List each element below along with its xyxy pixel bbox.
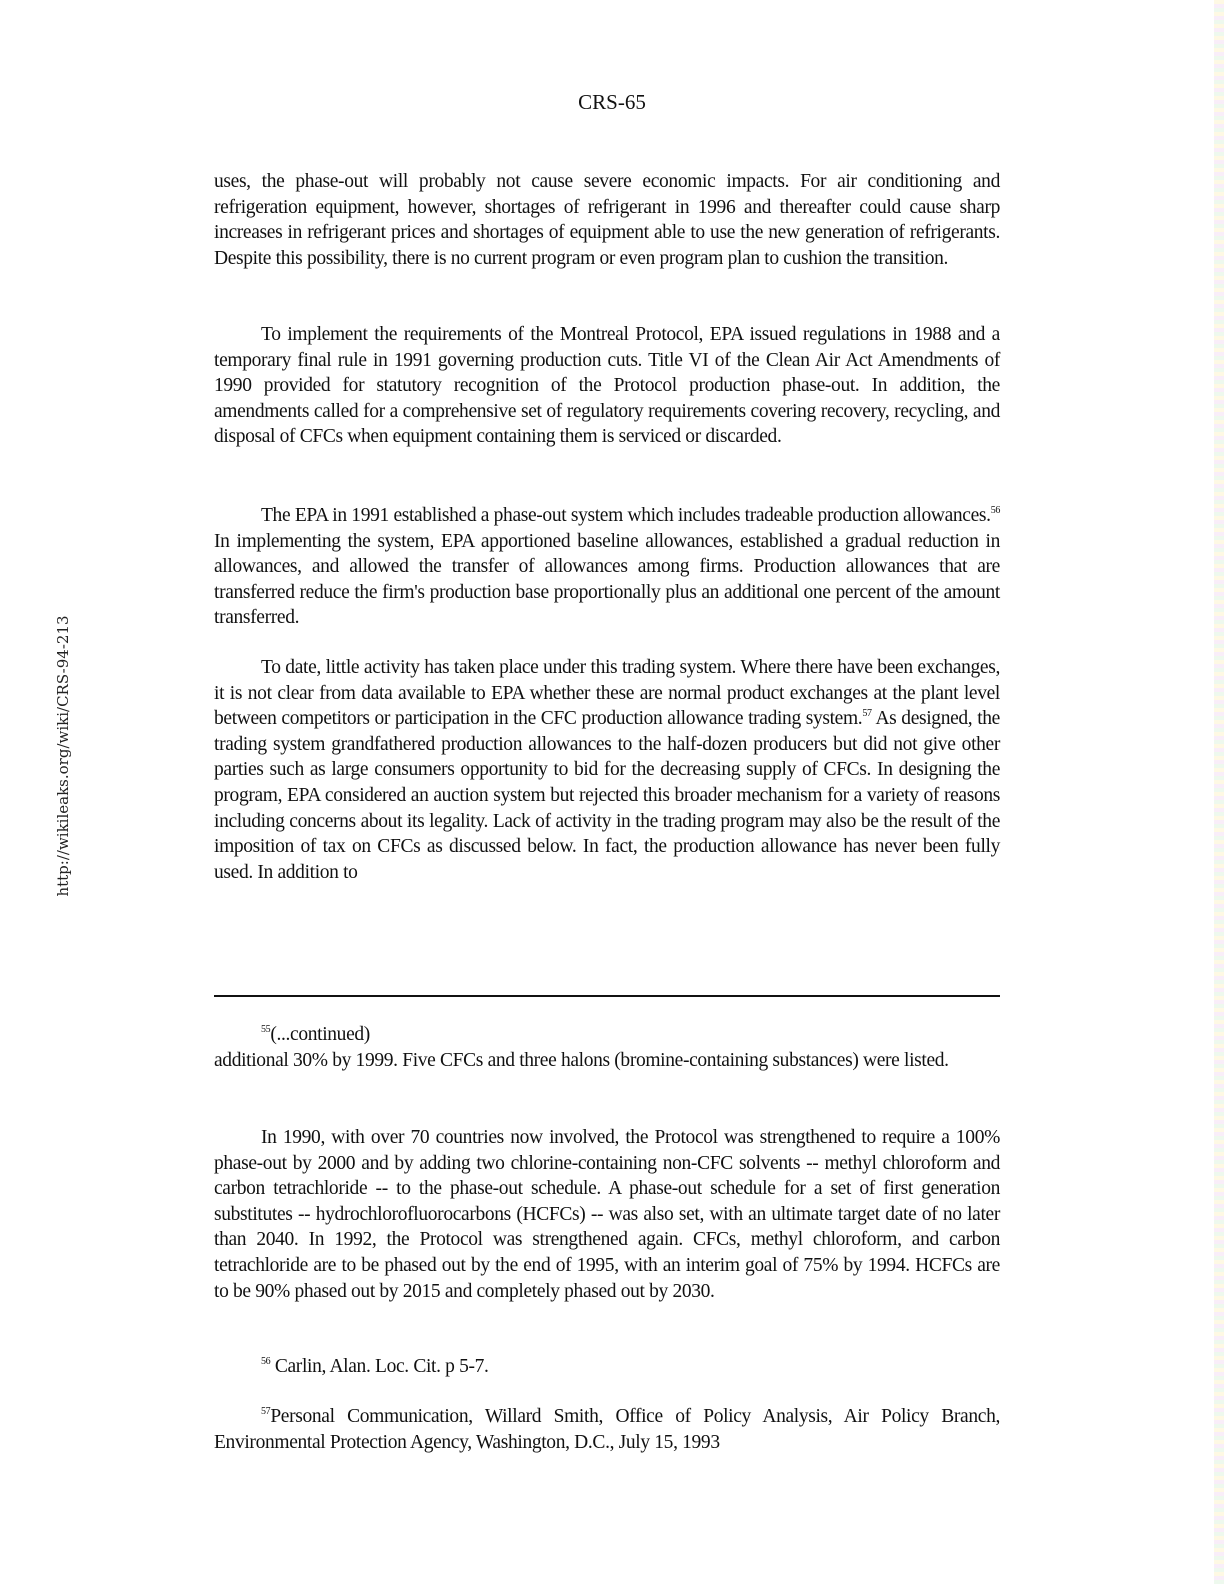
- footnote-57: [214, 1404, 1000, 1455]
- paragraph-text-before: To date, little activity has taken place under this trading system. Where there have been exchanges, it is not clear from data available to EPA whether these are normal product exchanges at the plant level between competitors or participation in the CFC production allowance trading system.: [214, 657, 1000, 730]
- footnote-lead-text: (...continued): [270, 1024, 370, 1045]
- body-paragraph-1: [214, 169, 1000, 271]
- paragraph-text: [214, 503, 1000, 631]
- footnote-line: [214, 1354, 1000, 1380]
- footnote-text: In 1990, with over 70 countries now involved, the Protocol was strengthened to require a 100% phase-out by 2000 and by adding two chlorine-containing non-CFC solvents -- methyl chloroform and carbon tetrachloride -- to the phase-out schedule. A phase-out schedule for a set of first generation substitutes -- hydrochlorofluorocarbons (HCFCs) -- was also set, with an ultimate target date of no later than 2040. In 1992, the Protocol was strengthened again. CFCs, methyl chloroform, and carbon tetrachloride are to be phased out by the end of 1995, with an interim goal of 75% by 1994. HCFCs are to be 90% phased out by 2015 and completely phased out by 2030.: [214, 1127, 1000, 1302]
- footnote-number: 57: [261, 1406, 271, 1417]
- paragraph-text: To implement the requirements of the Montreal Protocol, EPA issued regulations in 1988 and a temporary final rule in 1991 governing production cuts. Title VI of the Clean Air Act Amendments of 1990 provided for statutory recognition of the Protocol production phase-out. In addition, the amendments called for a comprehensive set of regulatory requirements covering recovery, recycling, and disposal of CFCs when equipment containing them is serviced or discarded.: [214, 324, 1000, 448]
- side-url-watermark: http://wikileaks.org/wiki/CRS-94-213: [54, 615, 72, 897]
- page-number: CRS-65: [578, 90, 646, 114]
- paragraph-text-after: In implementing the system, EPA apportioned baseline allowances, established a gradual reduction in allowances, and allowed the transfer of allowances among firms. Production allowances that are transferred reduce the firm's production base proportionally plus an additional one percent of the amount transferred.: [214, 530, 1000, 629]
- body-paragraph-2: [214, 322, 1000, 450]
- paragraph-text-before: The EPA in 1991 established a phase-out system which includes tradeable production allowances.: [261, 505, 991, 526]
- footnote-55-continued: [214, 1125, 1000, 1304]
- paragraph-text-after: As designed, the trading system grandfathered production allowances to the half-dozen producers but did not give other parties such as large consumers opportunity to bid for the decreasing supply of CFCs. In designing the program, EPA considered an auction system but rejected this broader mechanism for a variety of reasons including concerns about its legality. Lack of activity in the trading program may also be the result of the imposition of tax on CFCs as discussed below. In fact, the production allowance has never been fully used. In addition to: [214, 708, 1000, 883]
- paragraph-text: [214, 655, 1000, 885]
- page-edge-artifact: [1214, 0, 1224, 1584]
- footnote-line: [214, 1404, 1000, 1455]
- footnote-number: 55: [261, 1024, 271, 1035]
- footnote-number: 56: [261, 1356, 271, 1367]
- footnote-lead: [214, 1022, 1000, 1048]
- paragraph-text: uses, the phase-out will probably not cause severe economic impacts. For air conditioning and refrigeration equipment, however, shortages of refrigerant in 1996 and thereafter could cause sharp increases in refrigerant prices and shortages of equipment able to use the new generation of refrigerants. Despite this possibility, there is no current program or even program plan to cushion the transition.: [214, 171, 1000, 269]
- footnote-text: Carlin, Alan. Loc. Cit. p 5-7.: [270, 1356, 489, 1377]
- footnote-text: additional 30% by 1999. Five CFCs and three halons (bromine-containing substances) were listed.: [214, 1049, 949, 1071]
- footnote-56: [214, 1354, 1000, 1380]
- footnote-ref-57[interactable]: 57: [862, 708, 872, 720]
- footnote-ref-56[interactable]: 56: [990, 505, 1000, 516]
- footnote-separator: [214, 995, 1000, 997]
- body-paragraph-3: [214, 503, 1000, 631]
- footnote-55: [214, 1022, 1000, 1073]
- footnote-text: Personal Communication, Willard Smith, Office of Policy Analysis, Air Policy Branch, Environmental Protection Agency, Washington, D.C., July 15, 1993: [214, 1406, 1000, 1453]
- body-paragraph-4: [214, 655, 1000, 885]
